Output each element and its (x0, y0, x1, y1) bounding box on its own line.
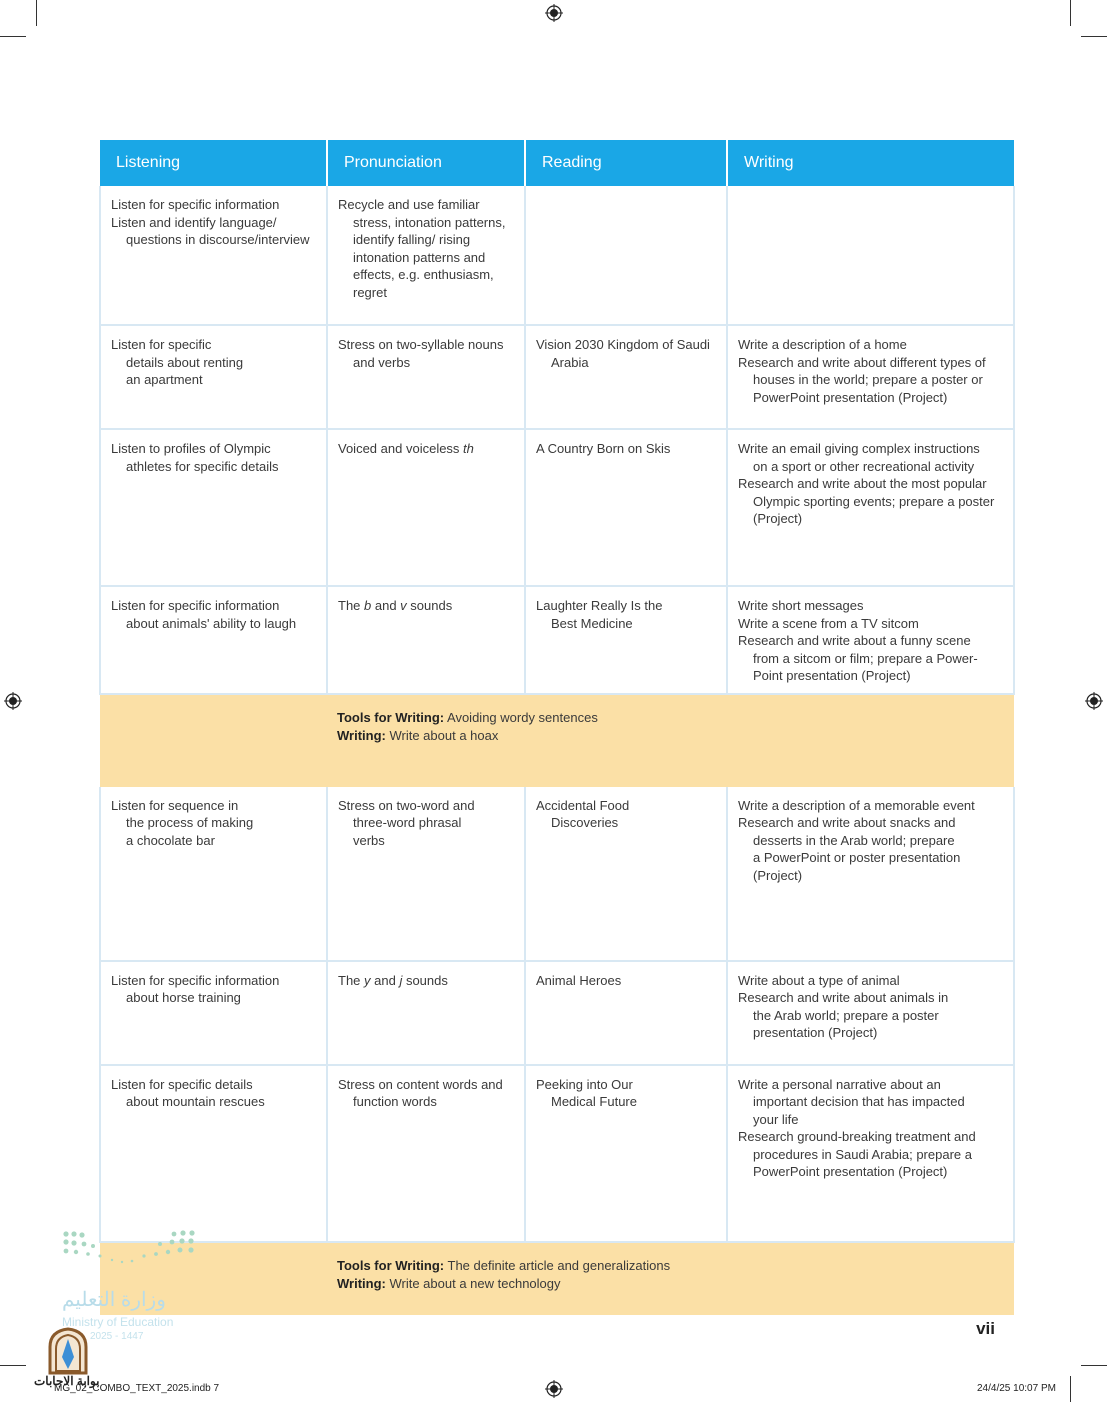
cell-line: athletes for specific details (126, 458, 279, 474)
cell-line: Stress on content words and (338, 1076, 503, 1092)
cell-listening (100, 1065, 327, 1242)
cell-pronunciation (327, 961, 525, 1065)
crop-mark (36, 0, 37, 26)
cell-reading (525, 1065, 727, 1242)
cell-line: Research ground-breaking treatment and (738, 1129, 976, 1144)
cell-line: Write a personal narrative about an (738, 1076, 941, 1092)
table-row (100, 325, 1014, 429)
cell-line: a chocolate bar (126, 832, 215, 848)
ministry-logo-dots-icon (60, 1228, 200, 1278)
header-pronunciation: Pronunciation (327, 140, 525, 186)
cell-pronunciation (327, 325, 525, 429)
cell-line: Write a description of a memorable event (738, 797, 975, 813)
cell-line: your life (753, 1111, 799, 1127)
cell-line: Listen for specific details (111, 1076, 253, 1092)
cell-writing (727, 325, 1014, 429)
cell-line: function words (353, 1094, 437, 1109)
writing-label: Writing: (337, 1275, 386, 1291)
cell-line: Listen for specific information (111, 197, 280, 212)
table-body (100, 186, 1014, 1315)
cell-line: Discoveries (551, 815, 619, 830)
cell-reading (525, 787, 727, 961)
scope-and-sequence-table (99, 140, 1015, 1315)
cell-line: details about renting (126, 354, 244, 370)
cell-listening (100, 961, 327, 1065)
cell-line: Listen to profiles of Olympic (111, 441, 271, 456)
table-header-row (100, 140, 1014, 186)
crop-mark (1081, 36, 1107, 37)
cell-reading (525, 325, 727, 429)
crop-mark (1070, 0, 1071, 26)
cell-line: houses in the world; prepare a poster or (753, 372, 983, 387)
cell-line: Write a scene from a TV sitcom (738, 615, 919, 631)
table-row (100, 1065, 1014, 1242)
registration-mark-icon (545, 4, 563, 22)
cell-listening (100, 429, 327, 586)
cell-line: (Project) (753, 867, 803, 883)
table-row (100, 961, 1014, 1065)
cell-line: three-word phrasal (353, 815, 462, 830)
cell-line: about animals' ability to laugh (126, 615, 297, 631)
crop-mark (1081, 1365, 1107, 1366)
cell-line: Point presentation (Project) (753, 668, 911, 683)
cell-line: Listen for specific (111, 337, 212, 352)
cell-line: Research and write about different types of (738, 354, 986, 370)
tools-text: The definite article and generalizations (444, 1257, 671, 1273)
cell-line: A Country Born on Skis (536, 441, 671, 456)
table-row (100, 186, 1014, 325)
cell-line: Peeking into Our (536, 1076, 633, 1092)
cell-line: Write short messages (738, 598, 864, 613)
crop-mark (0, 1365, 26, 1366)
cell-writing (727, 429, 1014, 586)
cell-line: Medical Future (551, 1094, 637, 1109)
cell-line: Recycle and use familiar (338, 197, 480, 212)
cell-reading (525, 961, 727, 1065)
cell-line: Research and write about animals in (738, 990, 949, 1005)
cell-line: procedures in Saudi Arabia; prepare a (753, 1146, 972, 1162)
portal-emblem-text: بوابة الاجابات (34, 1374, 100, 1388)
cell-line: presentation (Project) (753, 1025, 878, 1040)
tools-band-2 (100, 1242, 1014, 1315)
cell-writing (727, 1065, 1014, 1242)
cell-line: regret (353, 284, 387, 300)
cell-listening (100, 787, 327, 961)
cell-writing (727, 586, 1014, 694)
cell-line: (Project) (753, 511, 803, 526)
cell-pronunciation (327, 186, 525, 325)
writing-text: Write about a new technology (385, 1275, 561, 1291)
tools-band-1 (100, 694, 1014, 787)
cell-line: Listen for specific information (111, 972, 280, 988)
cell-reading (525, 429, 727, 586)
table-row (100, 586, 1014, 694)
cell-line: desserts in the Arab world; prepare (753, 832, 955, 848)
cell-line: Write an email giving complex instructions (738, 441, 980, 456)
registration-mark-icon (545, 1380, 563, 1398)
cell-line: stress, intonation patterns, (353, 214, 506, 230)
tools-band-cell (100, 694, 1014, 787)
cell-line: Laughter Really Is the (536, 598, 663, 613)
cell-line: important decision that has impacted (753, 1094, 965, 1109)
cell-line: Accidental Food (536, 797, 630, 813)
header-listening: Listening (100, 140, 327, 186)
cell-line: PowerPoint presentation (Project) (753, 389, 948, 405)
cell-listening (100, 325, 327, 429)
tools-text: Avoiding wordy sentences (444, 709, 598, 725)
tools-label: Tools for Writing: (337, 1257, 445, 1273)
cell-line: Arabia (551, 354, 589, 370)
slug-date-info: 24/4/25 10:07 PM (977, 1383, 1056, 1394)
cell-line: Research and write about snacks and (738, 815, 956, 830)
cell-pronunciation (327, 787, 525, 961)
tools-band-cell (100, 1242, 1014, 1315)
cell-line: about horse training (126, 990, 241, 1005)
cell-line: the Arab world; prepare a poster (753, 1007, 939, 1023)
cell-listening (100, 586, 327, 694)
cell-line: from a sitcom or film; prepare a Power- (753, 650, 978, 666)
cell-line: The y and j sounds (338, 972, 448, 988)
cell-line: questions in discourse/interview (126, 232, 310, 247)
ministry-logo-english: Ministry of Education (62, 1315, 174, 1329)
cell-line: Write about a type of animal (738, 972, 900, 988)
cell-line: Listen for sequence in (111, 797, 239, 813)
cell-line: about mountain rescues (126, 1094, 265, 1109)
table-row (100, 429, 1014, 586)
writing-label: Writing: (337, 727, 386, 743)
header-writing: Writing (727, 140, 1014, 186)
cell-line: the process of making (126, 815, 254, 830)
cell-line: Voiced and voiceless th (338, 441, 474, 456)
cell-line: effects, e.g. enthusiasm, (353, 267, 494, 282)
cell-line: Best Medicine (551, 615, 633, 631)
cell-line: Animal Heroes (536, 972, 622, 988)
cell-pronunciation (327, 586, 525, 694)
cell-reading (525, 586, 727, 694)
cell-line: Stress on two-word and (338, 797, 475, 813)
cell-listening (100, 186, 327, 325)
cell-line: an apartment (126, 372, 203, 387)
cell-pronunciation (327, 1065, 525, 1242)
cell-line: a PowerPoint or poster presentation (753, 850, 961, 865)
slug-file-info: MG_02_COMBO_TEXT_2025.indb 7 (54, 1383, 220, 1394)
page-number: vii (976, 1319, 995, 1338)
portal-emblem-icon (44, 1325, 92, 1377)
cell-line: verbs (353, 832, 385, 848)
cell-line: The b and v sounds (338, 598, 453, 613)
ministry-logo-year: 2025 - 1447 (90, 1331, 144, 1342)
cell-line: on a sport or other recreational activity (753, 458, 975, 474)
cell-line: Olympic sporting events; prepare a poster (753, 493, 995, 509)
cell-reading (525, 186, 727, 325)
cell-line: Write a description of a home (738, 337, 907, 352)
crop-mark (0, 36, 26, 37)
ministry-logo-arabic: وزارة التعليم (62, 1289, 166, 1311)
cell-line: intonation patterns and (353, 249, 486, 265)
cell-line: identify falling/ rising (353, 232, 471, 247)
crop-mark (1070, 1376, 1071, 1402)
cell-line: Research and write about the most popular (738, 476, 987, 491)
header-reading: Reading (525, 140, 727, 186)
writing-text: Write about a hoax (385, 727, 499, 743)
cell-writing (727, 787, 1014, 961)
cell-line: Listen for specific information (111, 598, 280, 613)
cell-writing (727, 961, 1014, 1065)
cell-line: PowerPoint presentation (Project) (753, 1164, 948, 1179)
cell-writing (727, 186, 1014, 325)
cell-line: Vision 2030 Kingdom of Saudi (536, 337, 710, 352)
cell-line: Stress on two-syllable nouns (338, 337, 504, 352)
cell-line: Listen and identify language/ (111, 214, 277, 230)
cell-pronunciation (327, 429, 525, 586)
table-row (100, 787, 1014, 961)
tools-label: Tools for Writing: (337, 709, 445, 725)
cell-line: Research and write about a funny scene (738, 633, 971, 648)
registration-mark-icon (1085, 692, 1103, 710)
registration-mark-icon (4, 692, 22, 710)
cell-line: and verbs (353, 354, 411, 370)
